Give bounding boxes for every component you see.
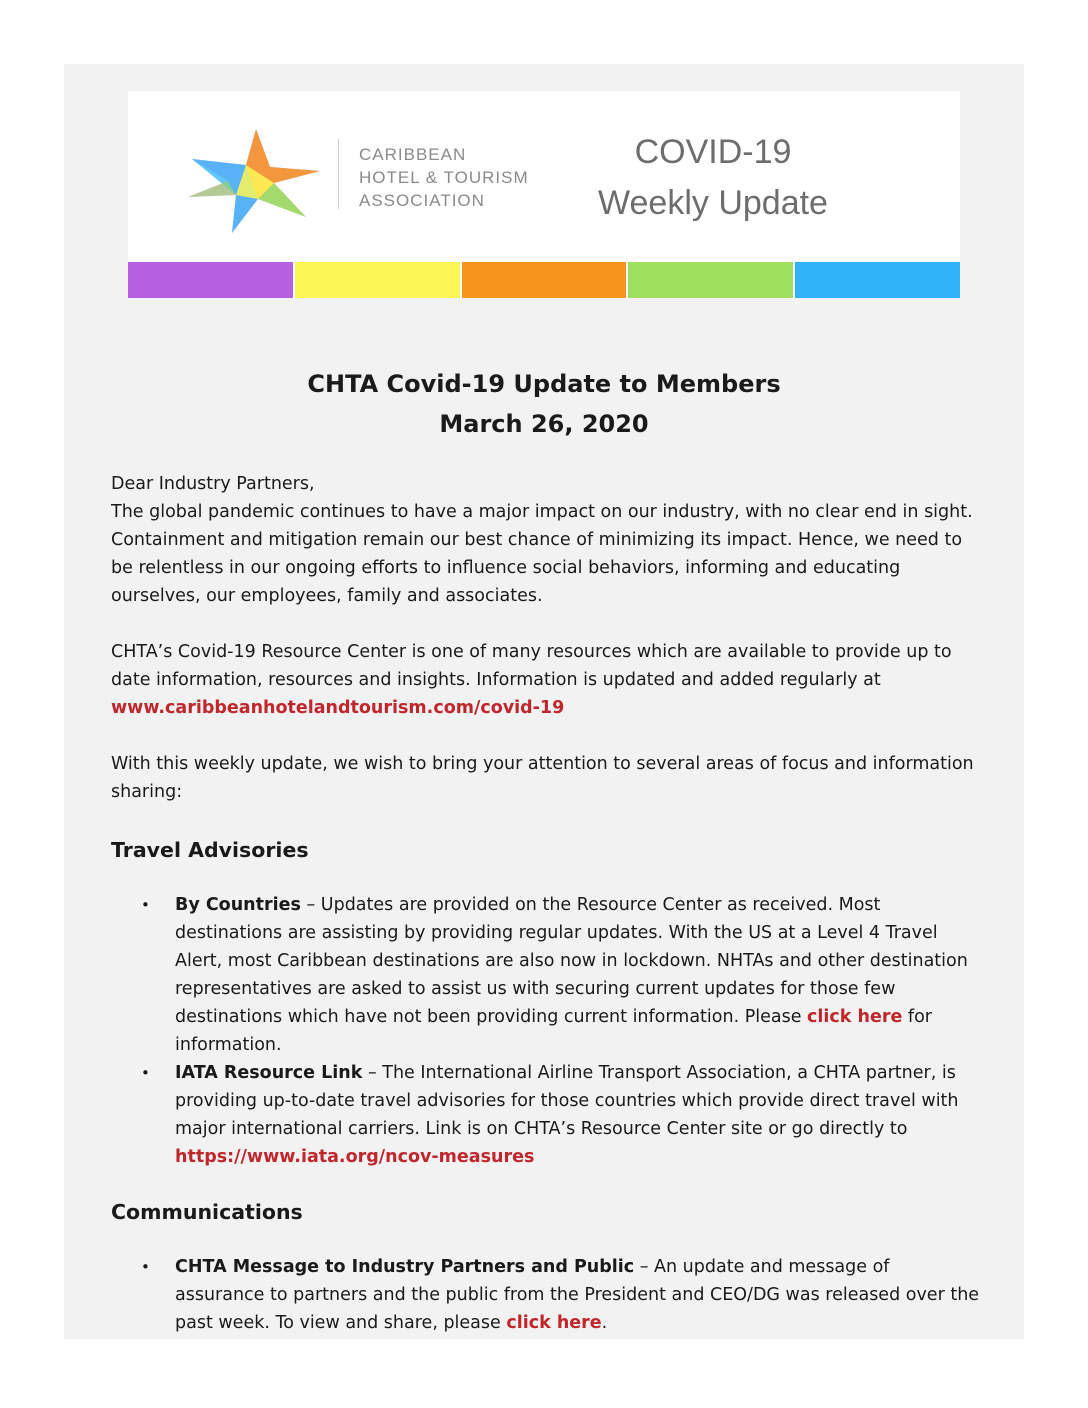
greeting: Dear Industry Partners, (111, 474, 315, 494)
list-item (111, 1253, 981, 1337)
item-title: IATA Resource Link (175, 1063, 363, 1083)
color-stripe (128, 262, 293, 298)
section-heading-communications: Communications (111, 1200, 303, 1224)
organization-name (359, 143, 559, 212)
headline-date: March 26, 2020 (439, 410, 649, 438)
click-here-link[interactable]: click here (506, 1313, 602, 1333)
headline-title: CHTA Covid-19 Update to Members (307, 370, 781, 398)
banner-title-line: Weekly Update (598, 184, 828, 222)
color-stripe (628, 262, 793, 298)
iata-link[interactable]: https://www.iata.org/ncov-measures (175, 1147, 535, 1167)
org-name-line: CARIBBEAN (359, 145, 467, 164)
item-text: for information. (175, 1007, 932, 1055)
click-here-link[interactable]: click here (807, 1007, 903, 1027)
intro-paragraph: The global pandemic continues to have a major impact on our industry, with no clear end in sight. Containment and mitigation remain our best chance of minimizing its impact. Hence, we need to be relentless in our ongoing efforts to influence social behaviors, informing and educating ourselves, our employees, family and associates. (111, 502, 973, 606)
focus-paragraph: With this weekly update, we wish to bring your attention to several areas of focus and information sharing: (111, 754, 974, 802)
list-item (111, 891, 981, 1059)
header-banner (128, 91, 960, 298)
logo-divider (338, 139, 339, 209)
section-heading-travel-advisories: Travel Advisories (111, 838, 309, 862)
item-text: . (601, 1313, 608, 1333)
banner-title (572, 127, 854, 229)
list-item (111, 1059, 981, 1171)
paragraph-text: CHTA’s Covid-19 Resource Center is one of many resources which are available to provide up to date information, resources and insights. Information is updated and added regularly at (111, 642, 952, 690)
color-stripe-bar (128, 262, 960, 298)
resource-center-link[interactable]: www.caribbeanhotelandtourism.com/covid-19 (111, 698, 565, 718)
color-stripe (462, 262, 627, 298)
travel-advisories-list (111, 891, 981, 1171)
multicolor-star-logo-icon (188, 125, 324, 237)
page-title (64, 364, 1024, 444)
item-text: – An update and message of assurance to partners and the public from the President and CEO/DG was released over the past week. To view and share, please (175, 1257, 980, 1333)
org-name-line: HOTEL & TOURISM (359, 168, 529, 187)
item-title: CHTA Message to Industry Partners and Public (175, 1257, 635, 1277)
newsletter-panel (64, 64, 1024, 1339)
newsletter-body (111, 470, 981, 1337)
communications-list (111, 1253, 981, 1337)
item-title: By Countries (175, 895, 301, 915)
org-name-line: ASSOCIATION (359, 191, 485, 210)
color-stripe (295, 262, 460, 298)
color-stripe (795, 262, 960, 298)
item-text: – Updates are provided on the Resource Center as received. Most destinations are assisting by providing regular updates. With the US at a Level 4 Travel Alert, most Caribbean destinations are also now in lockdown. NHTAs and other destination representatives are asked to assist us with securing current updates for those few destinations which have not been providing current information. Please (175, 895, 968, 1027)
banner-title-line: COVID-19 (634, 133, 792, 171)
item-text: – The International Airline Transport Association, a CHTA partner, is providing up-to-date travel advisories for those countries which provide direct travel with major international carriers. Link is on CHTA’s Resource Center site or go directly to (175, 1063, 959, 1139)
resource-center-paragraph (111, 638, 981, 722)
